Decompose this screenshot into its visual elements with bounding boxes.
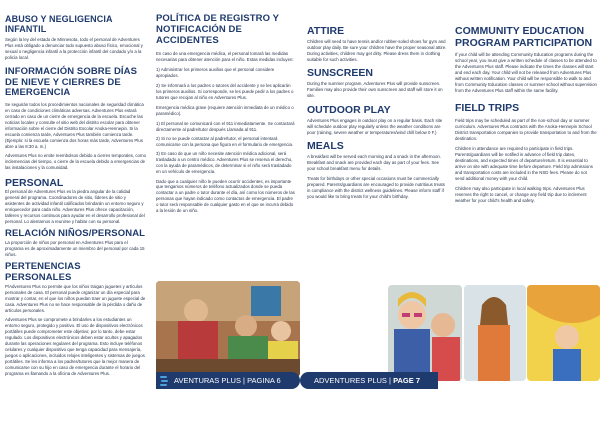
- column-1: [5, 0, 146, 380]
- photo-children-classroom: [156, 281, 300, 377]
- heading-staff: PERSONAL: [5, 177, 64, 190]
- field-trips-body-1: Field trips may be scheduled as part of the non-school day or summer curriculum. Adventures Plus contracts with the Anoka-Hennepin School District transportation companies to provide transportation to and from the destination.: [455, 118, 597, 142]
- heading-sunscreen: SUNSCREEN: [307, 67, 373, 79]
- footer-left-label: AVENTURAS PLUS | PAGINA 6: [174, 376, 281, 385]
- meals-body-2: Treats for birthdays or other special occasions must be commercially prepared. Parents/guardians are encouraged to provide nutritious treats in compliance with the district wellness guidelines. Please inform staff if you would like to bring treats for your child's birthday.: [307, 176, 445, 199]
- footer-right-label: [314, 376, 420, 385]
- accident-item-1: 1) Administrar los primeros auxilios que el personal considere apropiados.: [156, 66, 275, 78]
- footer-right-page: PAGE 7: [393, 376, 421, 385]
- photo-children-glasses: [388, 285, 462, 381]
- heading-abuse: ABUSO Y NEGLIGENCIA INFANTIL: [5, 14, 113, 35]
- footer-right-prefix: ADVENTURES PLUS |: [314, 376, 394, 385]
- accident-item-2: 2) Se informará a los padres o tutores del accidente y se les aplicarán los primeros auxilios. Si corresponde, se les puede pedir a los padres o tutores que recojan al niño en Adventures Plus.: [156, 82, 294, 100]
- accident-outro: Dado que a cualquier niño le pueden ocurrir accidentes, es importante que tengamos números de teléfono actualizados donde se pueda contactar a un padre o tutor durante el día, así como los números de las personas que hayan indicado como contactos de emergencia. El padre o tutor será responsable de cualquier gasto en el que se incurra debido a la lesión de un niño.: [156, 178, 295, 214]
- heading-community-ed: COMMUNITY EDUCATION PROGRAM PARTICIPATION: [455, 25, 593, 50]
- heading-belongings: PERTENENCIAS PERSONALES: [5, 261, 81, 283]
- staff-body: El personal de Adventures Plus es la piedra angular de la calidad general del programa. Coordinadores de sitio, líderes de sitio y asistentes de actividad infantil calificados brindarán un entorno seguro y enriquecedor para cada niño. Adventures Plus ofrece capacitación, talleres y recursos continuos para ayudar en el desarrollo profesional del personal. Lo alentamos a reunirse y hablar con su personal.: [5, 189, 145, 225]
- belongings-body-2: Adventures Plus se compromete a brindarles a los estudiantes un entorno seguro, protegido y positivo. El uso de dispositivos electrónicos portátiles puede comprometer este objetivo; por lo tanto, debe estar regulado. Los dispositivos electrónicos deben estar ocultos y apagados durante las operaciones regulares del programa. Esto incluye teléfonos celulares y cualquier dispositivo que tenga capacidad para mensajería, juegos o aplicaciones, incluidos relojes inteligentes y sistemas de juegos portátiles. Se les informa a los padres/tutores que la mejor manera de comunicarse con su hijo en caso de emergencia durante el horario del programa es llamando a la oficina de Adventures Plus.: [5, 316, 145, 376]
- column-3: [307, 0, 448, 203]
- heading-accident-policy: POLÍTICA DE REGISTRO Y NOTIFICACIÓN DE ACCIDENTES: [156, 13, 279, 46]
- outdoor-body: Adventures Plus engages in outdoor play on a regular basis. Each site will schedule outdoor play regularly unless the weather conditions are poor (raining, severe weather or temperatures/wind chill below 0 F.): [307, 118, 443, 136]
- emergency-item-2: 2) Si no se puede contactar al padre/tutor, el personal intentará comunicarse con la persona que figura en el formulario de emergencia.: [156, 135, 294, 147]
- heading-attire: ATTIRE: [307, 25, 345, 37]
- column-2: [156, 0, 296, 217]
- photo-children-pose: [464, 285, 526, 381]
- accident-subheading: Emergencia médica grave (requiere atención inmediata de un médico o paramédico).: [156, 104, 294, 116]
- heading-snow-days: INFORMACIÓN SOBRE DÍAS DE NIEVE Y CIERRES DE EMERGENCIA: [5, 65, 138, 99]
- community-ed-body: If your child will be attending Community Education programs during the school year, you must give a written schedule of classes to be attended to the Adventures Plus staff. Please indicate the times the classes will start and end each day. Your child will not be released from Adventures Plus without written notification. Your child will be responsible to walk to and from Community Education classes or summer school without supervision from the Adventures Plus staff within the same facility.: [455, 52, 597, 94]
- meals-body-1: A breakfast will be served each morning and a snack in the afternoon. Breakfast and snack are provided each day as part of your fees. See your school breakfast menu for details.: [307, 154, 442, 172]
- footer-right-bar: [300, 372, 438, 389]
- field-trips-body-3: Children may also participate in local walking trips. Adventures Plus reserves the right to cancel, or change any field trip due to inclement weather for your child's health and safety.: [455, 185, 587, 203]
- ratio-body: La proporción de niños por personal en Adventures Plus para el programa es de aproximadamente un miembro del personal por cada 15 niños.: [5, 240, 145, 258]
- attire-body: Children will need to have tennis and/or rubber-soled shoes for gym and outdoor play daily. Be sure your children have the proper seasonal attire. During activities, children may get dirty. Please dress them in clothing suitable for such activities.: [307, 39, 447, 63]
- snow-body-1: Se seguirán todos los procedimientos nacionales de seguridad climática en caso de condiciones climáticas adversas. Adventures Plus estará cerrado en caso de un cierre de emergencia de la escuela. Escuche las noticias locales y consulte el sitio web del distrito escolar para obtener información sobre el cierre del Distrito Escolar Anoka-Hennepin. Si la escuela comienza tarde, Adventures Plus también comienza tarde. (Ejemplo: si la escuela comienza dos horas más tarde, Adventures Plus abre a las 8:30 a. m.): [5, 102, 144, 150]
- photo-child-slide: [527, 285, 600, 381]
- abuse-body: Según la ley del estado de Minnesota, todo el personal de Adventures Plus está obligado a denunciar todo supuesto abuso físico, emocional y sexual o negligencia infantil a la protección infantil del condado y/o a la policía local.: [5, 36, 143, 60]
- column-4: [455, 0, 597, 207]
- footer-wave-icon: [160, 372, 170, 389]
- heading-outdoor-play: OUTDOOR PLAY: [307, 104, 391, 117]
- emergency-item-1: 1) El personal se comunicará con el 911 inmediatamente. Se contactará directamente al padre/tutor después Llamada al 911.: [156, 120, 295, 132]
- field-trips-body-2: Children in attendance are required to participate in field trips. Parents/guardians will be notified in advance of field trip dates, destinations, and expected times of departure/return. It is essential to arrive on site with adequate time before departure. Field trip admissions and transportation costs are included in the NSD fees. Please do not send additional money with your child.: [455, 146, 593, 181]
- accident-intro: En caso de una emergencia médica, el personal tomará las medidas necesarias para obtener atención para el niño. Estas medidas incluyen:: [156, 50, 294, 62]
- belongings-body-1: P/Adventures Plus no permite que los niños traigan juguetes y artículos personales de casa. El personal puede organizar un día especial para mostrar y contar, en el que los niños puedan traer un juguete especial de casa. Adventures Plus no se hace responsable de la pérdida o daño de artículos personales.: [5, 283, 146, 313]
- sunscreen-body: During the summer program, Adventures Plus will provide sunscreen. Families may also provide their own sunscreen and staff will store it on site.: [307, 81, 443, 99]
- heading-meals: MEALS: [307, 140, 344, 153]
- footer-left-bar: [156, 372, 300, 389]
- snow-body-2: Adventures Plus no emite reembolsos debido a cierres temporales, como inclemencias del tiempo, o cierre de la escuela debido a emergencias de las instalaciones y la comunidad.: [5, 153, 147, 171]
- heading-field-trips: FIELD TRIPS: [455, 102, 520, 115]
- heading-ratio: RELACIÓN NIÑOS/PERSONAL: [5, 228, 146, 240]
- emergency-item-3: 3) En caso de que un niño necesite atención médica adicional, será trasladado a un centro médico. Adventures Plus se reserva el derecho, con la ayuda de paramédicos, de determinar si el niño será trasladado en un vehículo de emergencia.: [156, 150, 293, 174]
